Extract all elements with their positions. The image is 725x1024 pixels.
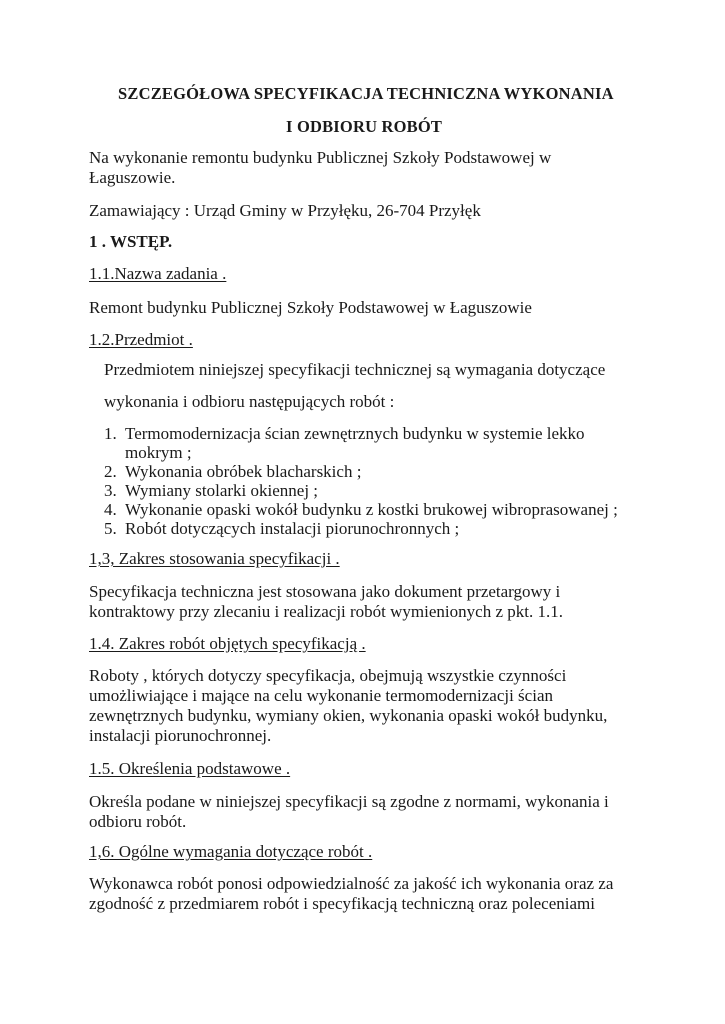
document-title-line2: I ODBIORU ROBÓT (286, 117, 443, 136)
list-item-number: 4. (104, 500, 117, 519)
list-item: Robót dotyczących instalacji piorunochronnych ; (125, 519, 460, 538)
section-1-1-text: Remont budynku Publicznej Szkoły Podstawowej w Łaguszowie (89, 298, 532, 317)
list-item-number: 3. (104, 481, 117, 500)
client-text: Zamawiający : Urząd Gminy w Przyłęku, 26-704 Przyłęk (89, 201, 481, 220)
list-item: Wykonanie opaski wokół budynku z kostki brukowej wibroprasowanej ; (125, 500, 618, 519)
list-item: Termomodernizacja ścian zewnętrznych budynku w systemie lekko (125, 424, 585, 443)
section-heading-1-3: 1,3, Zakres stosowania specyfikacji . (89, 549, 340, 568)
section-1-6-text-line2: zgodność z przedmiarem robót i specyfikacją techniczną oraz poleceniami (89, 894, 595, 913)
section-1-4-text-line3: zewnętrznych budynku, wymiany okien, wykonania opaski wokół budynku, (89, 706, 608, 725)
list-item-continuation: mokrym ; (125, 443, 192, 462)
list-item-number: 2. (104, 462, 117, 481)
section-1-4-text-line4: instalacji piorunochronnej. (89, 726, 272, 745)
section-1-6-text-line1: Wykonawca robót ponosi odpowiedzialność za jakość ich wykonania oraz za (89, 874, 614, 893)
section-heading-1-4: 1.4. Zakres robót objętych specyfikacją . (89, 634, 366, 653)
list-item: Wykonania obróbek blacharskich ; (125, 462, 362, 481)
section-1-4-text-line2: umożliwiające i mające na celu wykonanie termomodernizacji ścian (89, 686, 553, 705)
section-heading-1-5: 1.5. Określenia podstawowe . (89, 759, 291, 778)
section-1-3-text-line2: kontraktowy przy zlecaniu i realizacji robót wymienionych z pkt. 1.1. (89, 602, 563, 621)
section-1-2-text-line2: wykonania i odbioru następujących robót : (104, 392, 395, 411)
section-1-5-text-line2: odbioru robót. (89, 812, 187, 831)
section-1-2-text-line1: Przedmiotem niniejszej specyfikacji technicznej są wymagania dotyczące (104, 360, 606, 379)
intro-text-line2: Łaguszowie. (89, 168, 176, 187)
section-heading-1-6: 1,6. Ogólne wymagania dotyczące robót . (89, 842, 373, 861)
list-item: Wymiany stolarki okiennej ; (125, 481, 319, 500)
document-title-line1: SZCZEGÓŁOWA SPECYFIKACJA TECHNICZNA WYKONANIA (118, 84, 614, 103)
section-1-4-text-line1: Roboty , których dotyczy specyfikacja, obejmują wszystkie czynności (89, 666, 567, 685)
intro-text-line1: Na wykonanie remontu budynku Publicznej Szkoły Podstawowej w (89, 148, 552, 167)
section-1-5-text-line1: Określa podane w niniejszej specyfikacji są zgodne z normami, wykonania i (89, 792, 609, 811)
list-item-number: 1. (104, 424, 117, 443)
section-1-3-text-line1: Specyfikacja techniczna jest stosowana jako dokument przetargowy i (89, 582, 561, 601)
section-heading-1-1: 1.1.Nazwa zadania . (89, 264, 227, 283)
section-heading-1-2: 1.2.Przedmiot . (89, 330, 193, 349)
section-heading-wstep: 1 . WSTĘP. (89, 232, 173, 251)
list-item-number: 5. (104, 519, 117, 538)
